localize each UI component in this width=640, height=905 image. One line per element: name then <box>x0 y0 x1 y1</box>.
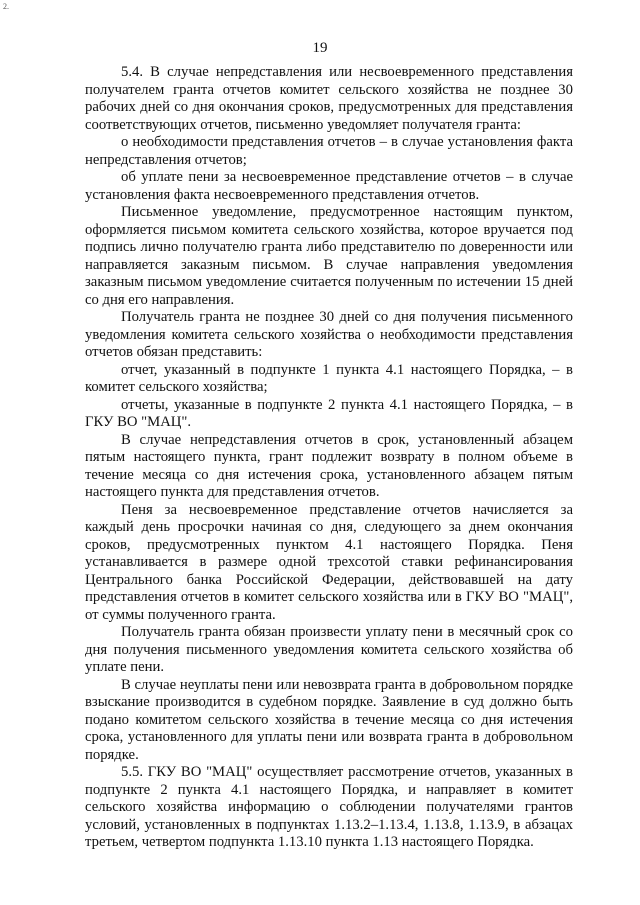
paragraph-5-4: 5.4. В случае непредставления или несвоевременного представления получателем гранта отчетов комитет сельского хозяйства не позднее 30 рабочих дней со дня окончания сроков, предусмотренных для представления соответствующих отчетов, письменно уведомляет получателя гранта: <box>85 64 573 133</box>
paragraph-report-subpoint-2: отчеты, указанные в подпункте 2 пункта 4.1 настоящего Порядка, – в ГКУ ВО "МАЦ". <box>85 396 573 430</box>
paragraph-submission-deadline: Получатель гранта не позднее 30 дней со дня получения письменного уведомления комитета сельского хозяйства о необходимости представления отчетов обязан представить: <box>85 309 573 360</box>
corner-mark: 2. <box>3 2 9 11</box>
paragraph-5-5: 5.5. ГКУ ВО "МАЦ" осуществляет рассмотрение отчетов, указанных в подпункте 2 пункта 4.1 настоящего Порядка, и направляет в комитет сельского хозяйства информацию о соблюдении получателями грантов условий, установленных в подпунктах 1.13.2–1.13.4, 1.13.8, 1.13.9, в абзацах третьем, четвертом подпункта 1.13.10 пункта 1.13 настоящего Порядка. <box>85 764 573 850</box>
paragraph-notice-penalty: об уплате пени за несвоевременное представление отчетов – в случае установления факта несвоевременного представления отчетов. <box>85 169 573 203</box>
paragraph-grant-return: В случае непредставления отчетов в срок, установленный абзацем пятым настоящего пункта, грант подлежит возврату в полном объеме в течение месяца со дня истечения срока, установленного абзацем пятым настоящего пункта для представления отчетов. <box>85 431 573 500</box>
paragraph-notice-necessity: о необходимости представления отчетов – в случае установления факта непредставления отчетов; <box>85 134 573 168</box>
document-body <box>85 64 573 852</box>
page-number: 19 <box>312 40 328 56</box>
paragraph-court-recovery: В случае неуплаты пени или невозврата гранта в добровольном порядке взыскание производится в судебном порядке. Заявление в суд должно быть подано комитетом сельского хозяйства в течение месяца со дня истечения срока, установленного для уплаты пени или возврата гранта в добровольном порядке. <box>85 676 573 763</box>
paragraph-penalty-payment: Получатель гранта обязан произвести уплату пени в месячный срок со дня получения письменного уведомления комитета сельского хозяйства об уплате пени. <box>85 624 573 675</box>
paragraph-penalty-accrual: Пеня за несвоевременное представление отчетов начисляется за каждый день просрочки начиная со дня, следующего за днем окончания сроков, предусмотренных пунктом 4.1 настоящего Порядка. Пеня устанавливается в размере одной трехсотой ставки рефинансирования Центрального банка Российской Федерации, действовавшей на дату представления отчетов в комитет сельского хозяйства или в ГКУ ВО "МАЦ", от суммы полученного гранта. <box>85 501 573 623</box>
paragraph-report-subpoint-1: отчет, указанный в подпункте 1 пункта 4.1 настоящего Порядка, – в комитет сельского хозяйства; <box>85 361 573 395</box>
paragraph-written-notice: Письменное уведомление, предусмотренное настоящим пунктом, оформляется письмом комитета сельского хозяйства, которое вручается под подпись лично получателю гранта либо представителю по доверенности или направляется заказным письмом. В случае направления уведомления заказным письмом уведомление считается полученным по истечении 15 дней со дня его направления. <box>85 204 573 308</box>
